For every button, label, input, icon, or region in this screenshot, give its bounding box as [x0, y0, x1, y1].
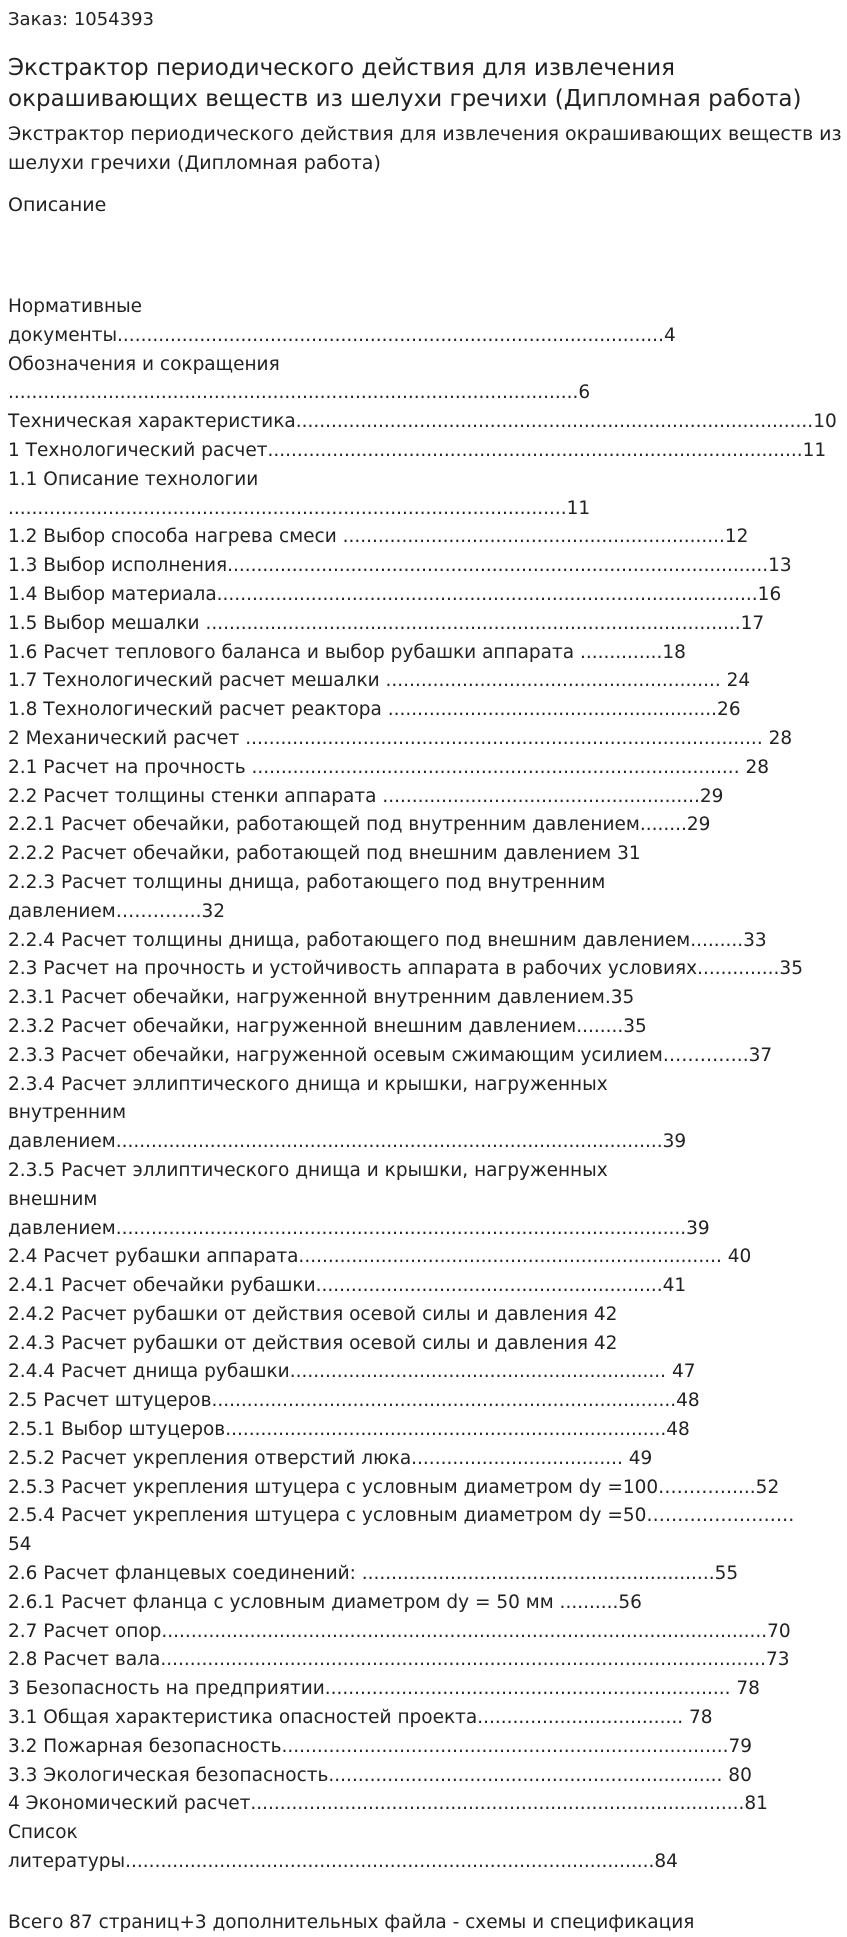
toc-entry: 2.3.5 Расчет эллиптического днища и крышки, нагруженных внешним давлением.................................................................................................39 [8, 1159, 710, 1239]
description-heading: Описание [8, 194, 107, 216]
toc-entry: 1 Технологический расчет...........................................................................................11 [8, 439, 827, 461]
page-title: Экстрактор периодического действия для извлечения окрашивающих веществ из шелухи гречихи (Дипломная работа) [8, 55, 802, 112]
toc-entry: 4 Экономический расчет....................................................................................81 [8, 1793, 768, 1815]
toc-entry: 2.3.2 Расчет обечайки, нагруженной внешним давлением........35 [8, 1015, 647, 1037]
toc-entry: 3.1 Общая характеристика опасностей проекта................................... 78 [8, 1707, 713, 1729]
toc-entry: 2.3.4 Расчет эллиптического днища и крышки, нагруженных внутренним давлением.............................................................................................39 [8, 1073, 687, 1153]
table-of-contents [8, 293, 844, 1877]
document-subtitle: Экстрактор периодического действия для извлечения окрашивающих веществ из шелухи гречихи (Дипломная работа) [8, 123, 842, 174]
toc-entry: 2.5.4 Расчет укрепления штуцера с условным диаметром dy =50…………………… 54 [8, 1505, 795, 1556]
toc-entry: 2.4.4 Расчет днища рубашки................................................................ 47 [8, 1361, 696, 1383]
toc-entry: 2.6 Расчет фланцевых соединений: ............................................................55 [8, 1563, 739, 1585]
order-number: Заказ: 1054393 [8, 9, 154, 30]
toc-entry: 3 Безопасность на предприятии..................................................................... 78 [8, 1678, 760, 1700]
toc-entry: Нормативные документы.............................................................................................4 [8, 296, 676, 346]
toc-entry: 1.5 Выбор мешалки ...........................................................................................17 [8, 612, 765, 634]
toc-entry: 2.5.1 Выбор штуцеров...........................................................................48 [8, 1419, 690, 1441]
toc-entry: Обозначения и сокращения .................................................................................................6 [8, 353, 591, 404]
toc-entry: 1.6 Расчет теплового баланса и выбор рубашки аппарата ..............18 [8, 641, 686, 663]
toc-entry: Техническая характеристика........................................................................................10 [8, 411, 837, 433]
toc-entry: 2.8 Расчет вала.......................................................................................................73 [8, 1649, 790, 1671]
toc-entry: 2.6.1 Расчет фланца с условным диаметром dy = 50 мм ..........56 [8, 1591, 642, 1613]
toc-entry: 2.2.1 Расчет обечайки, работающей под внутренним давлением........29 [8, 814, 711, 836]
toc-entry: 2.5.2 Расчет укрепления отверстий люка.................................... 49 [8, 1447, 653, 1469]
toc-entry: 2.2.3 Расчет толщины днища, работающего под внутренним давлением…………..32 [8, 871, 606, 922]
toc-entry: 2.4.1 Расчет обечайки рубашки...........................................................41 [8, 1275, 687, 1297]
toc-entry: 2.7 Расчет опор.......................................................................................................70 [8, 1620, 791, 1642]
toc-entry: 2.2.4 Расчет толщины днища, работающего под внешним давлением.........33 [8, 929, 767, 951]
toc-entry: 2.3.1 Расчет обечайки, нагруженной внутренним давлением.35 [8, 987, 635, 1009]
toc-entry: 1.8 Технологический расчет реактора ........................................................26 [8, 699, 741, 721]
document-page [8, 6, 844, 1937]
toc-entry: 2.3.3 Расчет обечайки, нагруженной осевым сжимающим усилием…………..37 [8, 1044, 773, 1066]
toc-entry: 2 Механический расчет ........................................................................................ 28 [8, 727, 793, 749]
toc-entry: 2.1 Расчет на прочность ................................................................................... 28 [8, 756, 769, 778]
page-count-note: Всего 87 страниц+3 дополнительных файла - схемы и спецификация [8, 1911, 695, 1933]
toc-entry: 2.4 Расчет рубашки аппарата........................................................................ 40 [8, 1246, 752, 1268]
toc-entry: 2.5 Расчет штуцеров...............................................................................48 [8, 1390, 700, 1412]
toc-entry: 2.3 Расчет на прочность и устойчивость аппарата в рабочих условиях..............35 [8, 958, 803, 980]
toc-entry: 3.2 Пожарная безопасность............................................................................79 [8, 1735, 753, 1757]
toc-entry: Список литературы..........................................................................................84 [8, 1822, 678, 1873]
toc-entry: 2.2 Расчет толщины стенки аппарата ......................................................29 [8, 785, 724, 807]
toc-entry: 2.2.2 Расчет обечайки, работающей под внешним давлением 31 [8, 843, 641, 865]
toc-entry: 1.4 Выбор материала............................................................................................16 [8, 583, 782, 605]
toc-entry: 1.1 Описание технологии ...............................................................................................11 [8, 468, 591, 519]
toc-entry: 1.3 Выбор исполнения............................................................................................13 [8, 555, 792, 577]
toc-entry: 2.4.2 Расчет рубашки от действия осевой силы и давления 42 [8, 1303, 618, 1325]
toc-entry: 2.4.3 Расчет рубашки от действия осевой силы и давления 42 [8, 1332, 618, 1354]
toc-entry: 1.2 Выбор способа нагрева смеси .................................................................12 [8, 526, 749, 548]
toc-entry: 3.3 Экологическая безопасность................................................................... 80 [8, 1764, 752, 1786]
toc-entry: 1.7 Технологический расчет мешалки ......................................................... 24 [8, 670, 751, 692]
toc-entry: 2.5.3 Расчет укрепления штуцера с условным диаметром dy =100…………....52 [8, 1476, 780, 1498]
